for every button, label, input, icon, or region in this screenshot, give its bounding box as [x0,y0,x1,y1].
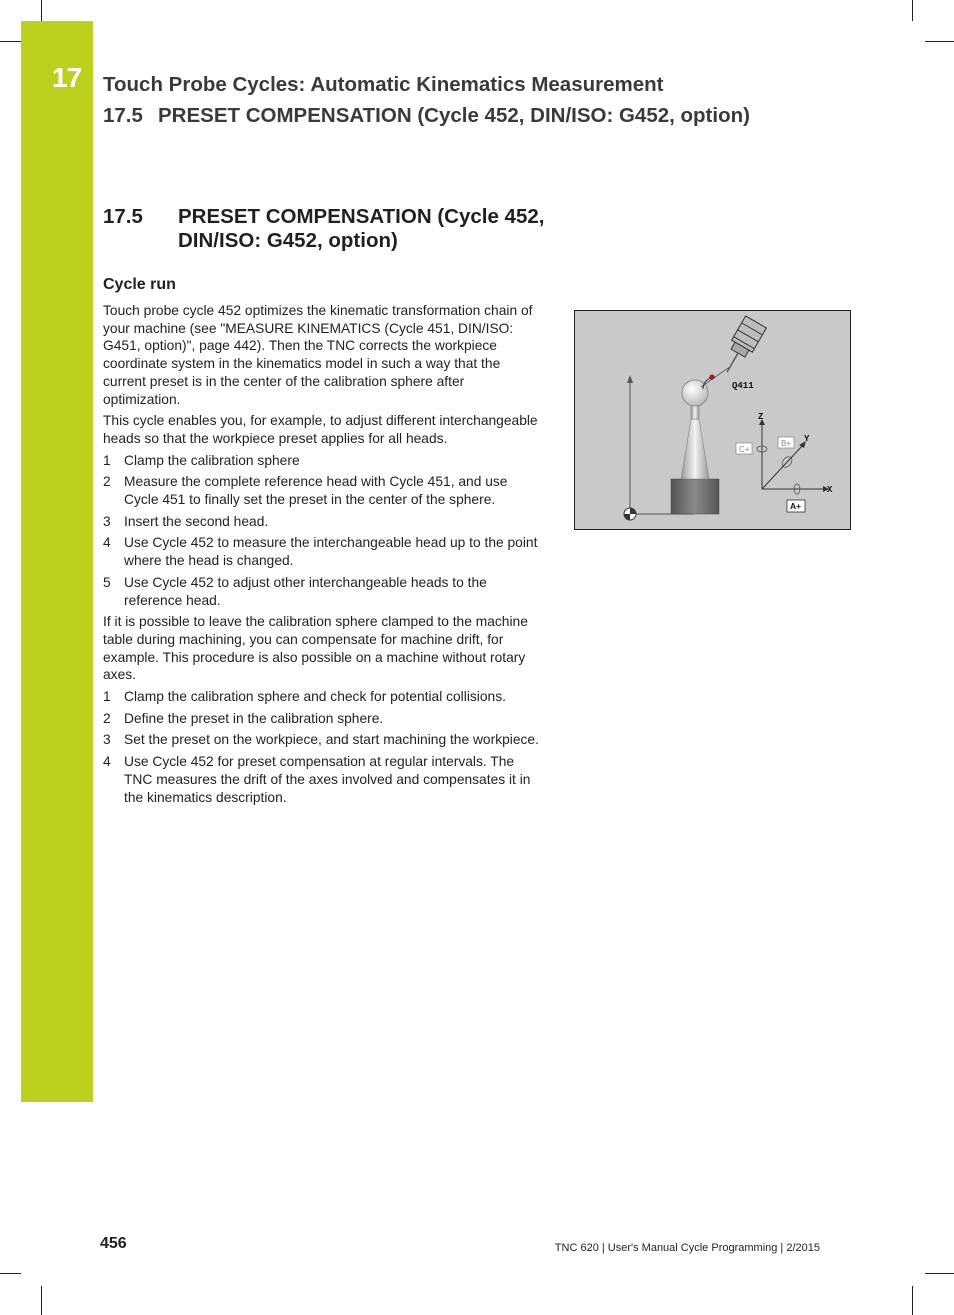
crop-mark [0,41,21,42]
paragraph: This cycle enables you, for example, to adjust different interchangeable heads so that the workpiece preset applies for all heads. [103,413,538,446]
running-section-number: 17.5 [103,104,143,127]
section-number: 17.5 [103,205,143,228]
label-y: Y [804,434,810,444]
numbered-list [103,452,545,610]
section-title: PRESET COMPENSATION (Cycle 452, DIN/ISO: G452, option) [178,205,545,252]
list-item: 3 Set the preset on the workpiece, and start machining the workpiece. [103,732,539,748]
probe-path [701,366,731,387]
crop-mark [925,41,954,42]
list-item: 1 Clamp the calibration sphere [103,452,300,468]
running-header-chapter: Touch Probe Cycles: Automatic Kinematics Measurement [103,73,664,96]
list-item: 5 Use Cycle 452 to adjust other interchangeable heads to the reference head. [103,574,487,608]
svg-text:A+: A+ [790,501,802,511]
page-number: 456 [100,1235,127,1252]
touch-probe [717,316,767,378]
svg-text:C+: C+ [739,445,750,454]
probe-diagram [575,311,850,529]
crop-mark [41,0,42,21]
axis-arrow [627,375,633,383]
chapter-number: 17 [52,62,82,93]
label-z: Z [758,412,764,422]
numbered-list [103,688,545,806]
svg-text:B+: B+ [781,439,792,448]
body-text [103,302,545,810]
list-item: 3 Insert the second head. [103,513,269,529]
crop-mark [41,1286,42,1315]
crop-mark [912,0,913,21]
crop-mark [0,1273,21,1274]
crop-mark [925,1273,954,1274]
footer-text: TNC 620 | User's Manual Cycle Programming | 2/2015 [554,1242,820,1254]
running-header-section [103,104,750,128]
sphere-stem [681,419,709,479]
list-item: 4 Use Cycle 452 for preset compensation at regular intervals. The TNC measures the drift of the axes involved and compensates it in the kinematics description. [103,754,531,805]
chapter-sidebar [21,21,93,1102]
list-item: 2 Measure the complete reference head with Cycle 451, and use Cycle 451 to finally set the preset in the center of the sphere. [103,474,508,508]
y-axis [762,445,803,489]
subsection-title: Cycle run [103,276,176,293]
cycle-figure [574,310,851,530]
paragraph: Touch probe cycle 452 optimizes the kinematic transformation chain of your machine (see "MEASURE KINEMATICS (Cycle 451, DIN/ISO: G451, option)", page 442). Then the TNC corrects the workpiece coordinate system in the kinematics model in such a way that the current preset is in the center of the calibration sphere after optimization. [103,303,533,407]
list-item: 1 Clamp the calibration sphere and check for potential collisions. [103,689,506,705]
workpiece-block [671,479,719,514]
label-x: X [827,485,833,495]
label-q411: Q411 [732,381,754,391]
list-item: 4 Use Cycle 452 to measure the interchangeable head up to the point where the head is changed. [103,535,538,569]
paragraph: If it is possible to leave the calibration sphere clamped to the machine table during machining, you can compensate for machine drift, for example. This procedure is also possible on a machine without rotary axes. [103,614,528,683]
list-item: 2 Define the preset in the calibration sphere. [103,710,384,726]
crop-mark [912,1286,913,1315]
running-section-title: PRESET COMPENSATION (Cycle 452, DIN/ISO: G452, option) [158,104,750,127]
